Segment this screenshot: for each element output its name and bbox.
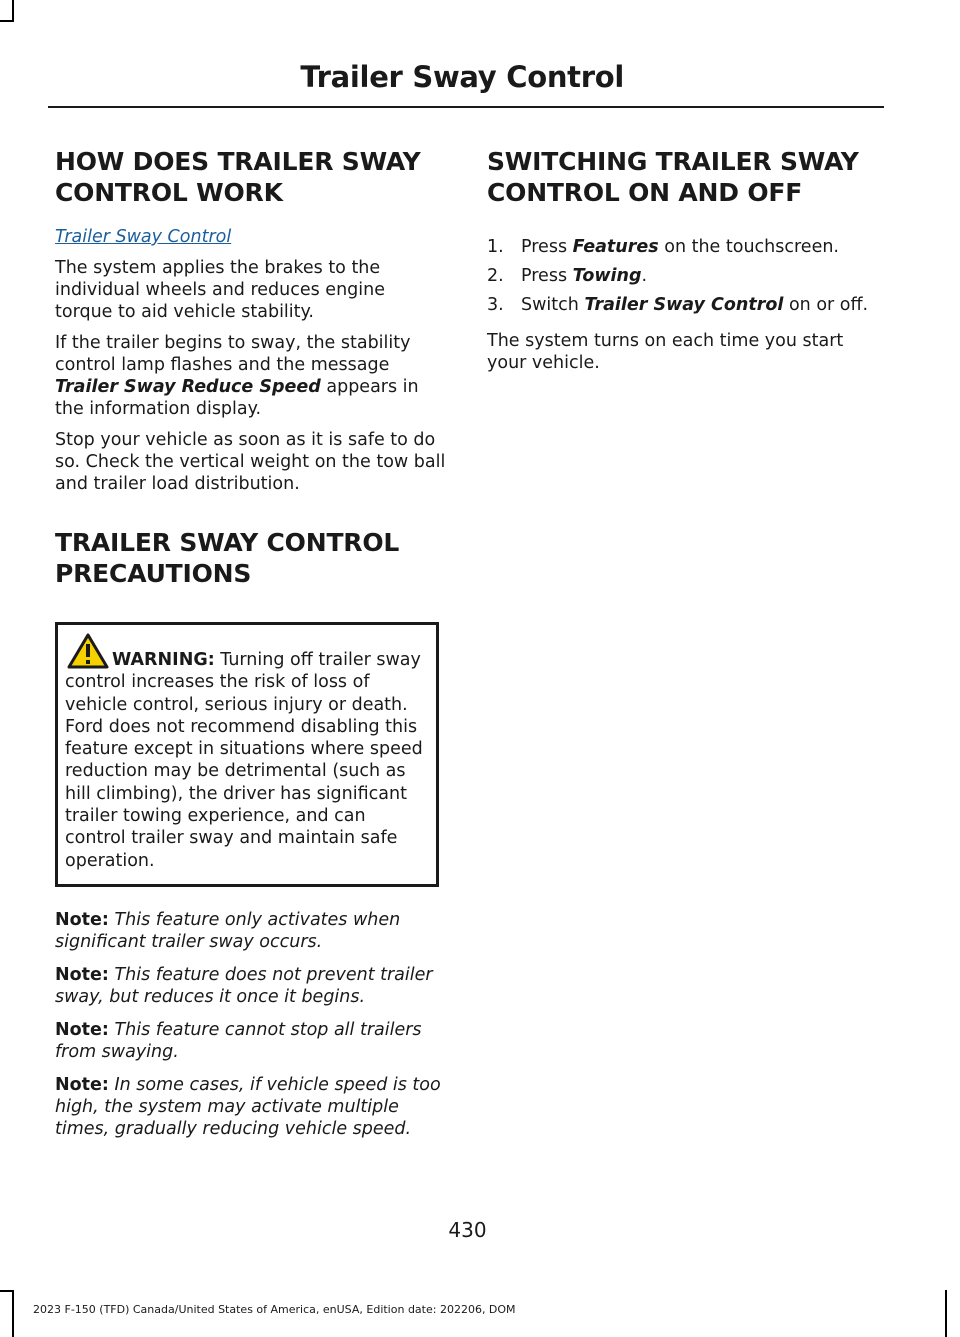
note: Note: This feature does not prevent trailer sway, but reduces it once it begins.: [55, 964, 433, 1007]
warning-box: [55, 622, 439, 887]
crop-mark: [12, 0, 14, 20]
section-heading: HOW DOES TRAILER SWAY CONTROL WORK: [55, 147, 421, 207]
warning-text: WARNING: Turning off trailer sway control increases the risk of loss of vehicle control, serious injury or death. Ford does not recommend disabling this feature except in situations where speed reduction may be detrimental (such as hill climbing), the driver has significant trailer towing experience, and can control trailer sway and maintain safe operation.: [65, 650, 423, 871]
warning-triangle-icon: [67, 633, 109, 669]
crop-mark: [0, 1290, 14, 1292]
note: Note: In some cases, if vehicle speed is too high, the system may activate multiple times, gradually reducing vehicle speed.: [55, 1074, 441, 1139]
paragraph: The system turns on each time you start your vehicle.: [487, 331, 844, 373]
left-column: [55, 146, 447, 1140]
section-heading: TRAILER SWAY CONTROL PRECAUTIONS: [55, 528, 400, 588]
trailer-sway-control-link[interactable]: Trailer Sway Control: [55, 227, 232, 247]
page-number: 430: [448, 1218, 487, 1242]
paragraph: The system applies the brakes to the individual wheels and reduces engine torque to aid vehicle stability.: [55, 258, 385, 322]
crop-mark: [12, 1290, 14, 1337]
list-item: 3. Switch Trailer Sway Control on or off.: [487, 295, 869, 315]
steps-list: [487, 236, 887, 316]
right-column: [487, 146, 887, 374]
paragraph: Stop your vehicle as soon as it is safe to do so. Check the vertical weight on the tow ball and trailer load distribution.: [55, 430, 446, 494]
page-header-title: Trailer Sway Control: [300, 60, 624, 94]
crop-mark: [945, 1290, 947, 1337]
edition-footer: 2023 F-150 (TFD) Canada/United States of America, enUSA, Edition date: 202206, DOM: [33, 1303, 516, 1316]
note: Note: This feature only activates when significant trailer sway occurs.: [55, 909, 401, 952]
list-item: 2. Press Towing.: [487, 266, 648, 286]
crop-mark: [0, 20, 14, 22]
header-rule: [48, 106, 884, 108]
paragraph: If the trailer begins to sway, the stability control lamp flashes and the message Trailer Sway Reduce Speed appears in the information display.: [55, 333, 419, 419]
list-item: 1. Press Features on the touchscreen.: [487, 237, 839, 257]
section-heading: SWITCHING TRAILER SWAY CONTROL ON AND OFF: [487, 147, 859, 207]
note: Note: This feature cannot stop all trailers from swaying.: [55, 1019, 422, 1062]
message-text: Trailer Sway Reduce Speed: [55, 377, 321, 397]
